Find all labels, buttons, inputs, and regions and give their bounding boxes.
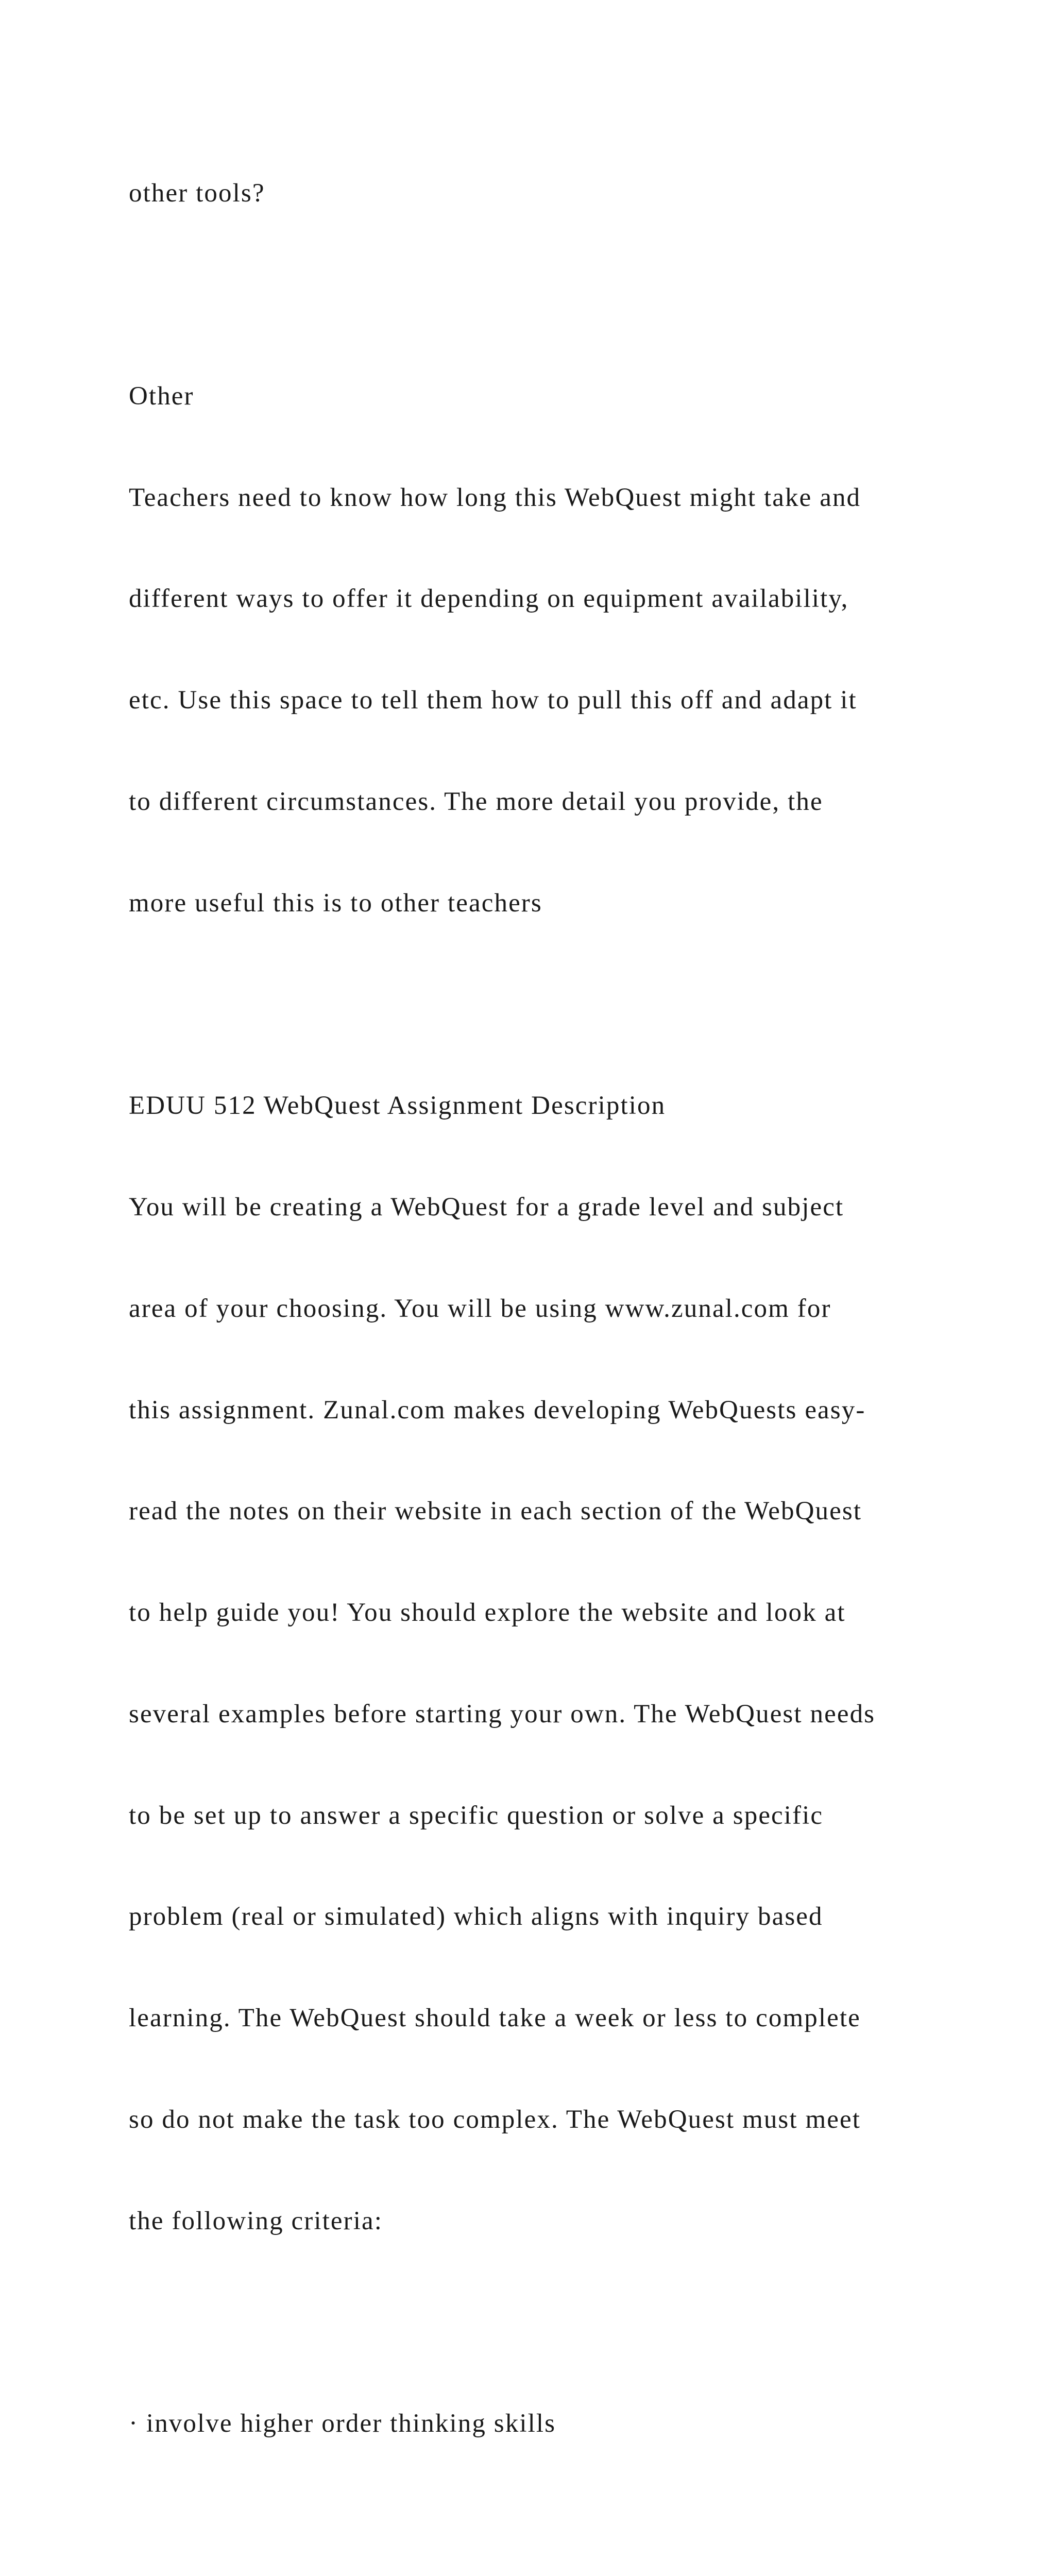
text-line: more useful this is to other teachers [129,888,542,918]
text-line: so do not make the task too complex. The WebQuest must meet [129,2105,861,2134]
text-line: this assignment. Zunal.com makes developing WebQuests easy- [129,1395,866,1425]
text-line: different ways to offer it depending on equipment availability, [129,584,849,614]
blank-line [129,988,1015,1022]
text-line: etc. Use this space to tell them how to pull this off and adapt it [129,686,857,715]
text-line: problem (real or simulated) which aligns with inquiry based [129,1902,823,1931]
section-heading-other: Other [129,381,194,411]
text-line: several examples before starting your own. The WebQuest needs [129,1699,876,1728]
text-line: Teachers need to know how long this WebQuest might take and [129,483,861,512]
text-line: other tools? [129,179,265,208]
document-body [129,109,1015,2576]
blank-line [129,2306,1015,2340]
text-line: read the notes on their website in each section of the WebQuest [129,1497,862,1526]
text-line: area of your choosing. You will be using www.zunal.com for [129,1294,831,1323]
text-line: to different circumstances. The more detail you provide, the [129,787,823,816]
blank-line [129,2509,1015,2543]
blank-line [129,278,1015,312]
text-line: learning. The WebQuest should take a week or less to complete [129,2004,861,2033]
criteria-bullet: · involve higher order thinking skills [129,2409,556,2438]
text-line: to help guide you! You should explore the website and look at [129,1598,846,1628]
assignment-title: EDUU 512 WebQuest Assignment Description [129,1091,666,1121]
text-line: the following criteria: [129,2206,383,2235]
text-line: to be set up to answer a specific question or solve a specific [129,1801,824,1830]
text-line: You will be creating a WebQuest for a grade level and subject [129,1193,844,1222]
